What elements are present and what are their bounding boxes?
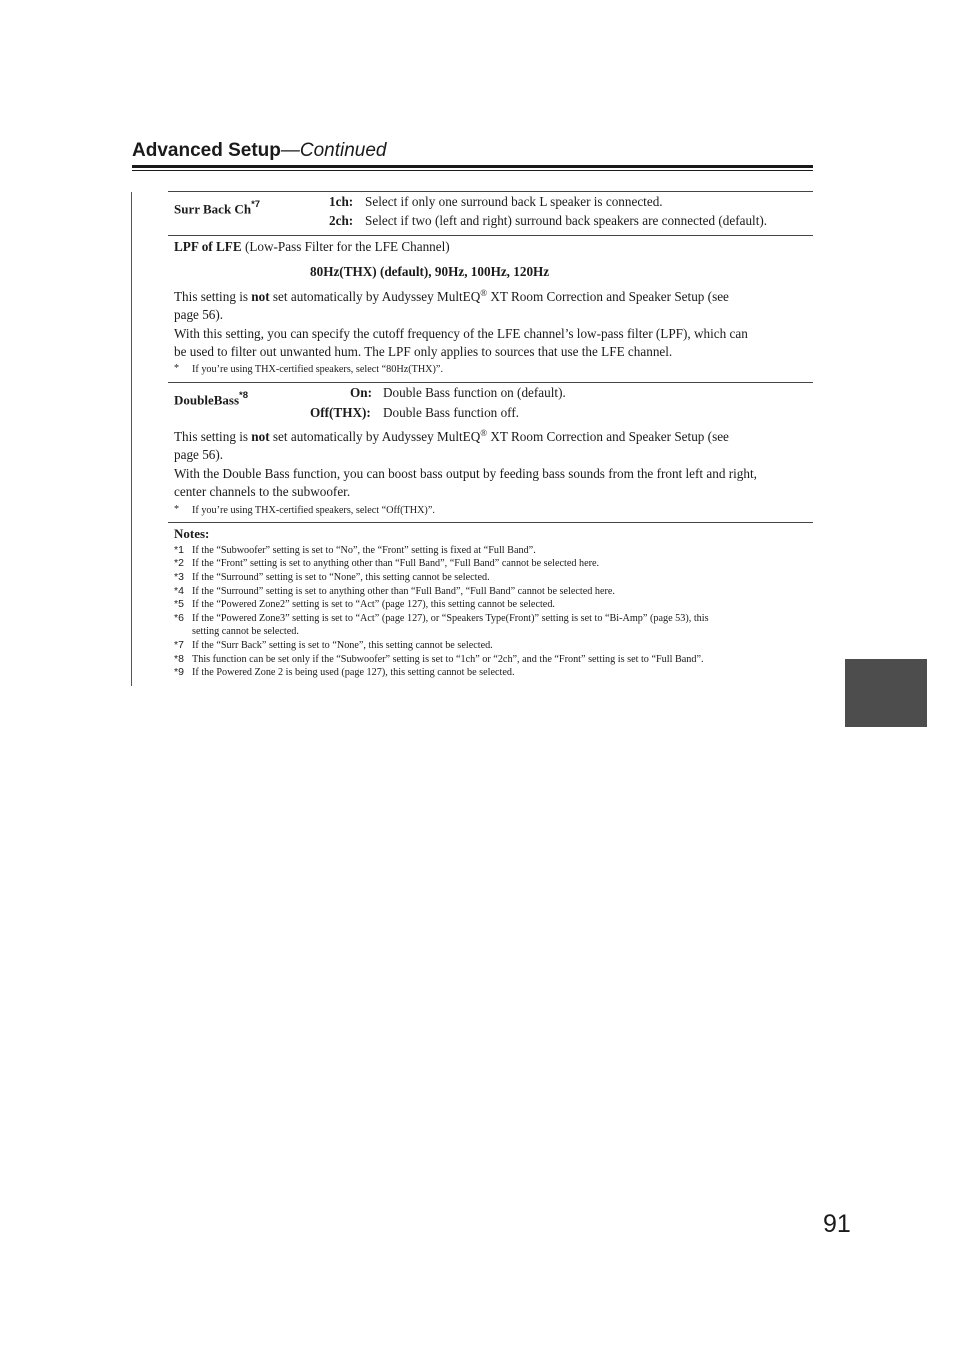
note-marker: *9 (174, 666, 184, 678)
section-divider (168, 382, 813, 383)
registered-mark: ® (480, 288, 488, 298)
registered-mark: ® (480, 428, 488, 438)
lpf-label-desc: (Low-Pass Filter for the LFE Channel) (244, 239, 450, 254)
double-bass-paragraph-2: With the Double Bass function, you can boost bass output by feeding bass sounds from the front left and right, (174, 466, 757, 481)
section-divider (168, 522, 813, 523)
page-number: 91 (823, 1210, 851, 1238)
double-bass-ref: *8 (239, 390, 249, 401)
double-bass-off-key: Off(THX): (310, 405, 371, 420)
header-rule-thick (132, 165, 813, 168)
header-rule-thin (132, 170, 813, 171)
section-divider (168, 191, 813, 192)
lpf-label: LPF of LFE (174, 239, 242, 254)
surr-back-ref: *7 (251, 199, 261, 210)
double-bass-paragraph-1-cont: page 56). (174, 447, 224, 462)
lpf-paragraph-2: With this setting, you can specify the cutoff frequency of the LFE channel’s low-pass filter (LPF), which can (174, 326, 748, 341)
content-left-bar (131, 192, 132, 686)
double-bass-note-mark: * (174, 504, 180, 515)
lpf-paragraph-1: This setting is not set automatically by Audyssey MultEQ® XT Room Correction and Speaker Setup (see (174, 288, 729, 304)
chapter-side-tab (845, 659, 927, 727)
note-marker: *6 (174, 612, 184, 624)
note-text: This function can be set only if the “Subwoofer” setting is set to “1ch” or “2ch”, and the “Front” setting is set to “Full Band”. (192, 654, 704, 665)
surr-back-2ch-text: Select if two (left and right) surround back speakers are connected (default). (365, 213, 768, 228)
note-marker: *3 (174, 571, 184, 583)
double-bass-off-text: Double Bass function off. (383, 405, 520, 420)
lpf-paragraph-2-cont: be used to filter out unwanted hum. The LPF only applies to sources that use the LFE channel. (174, 344, 673, 359)
surr-back-label: Surr Back Ch$^{*7}$ (174, 199, 261, 217)
double-bass-label: DoubleBass$^{*8}$ (174, 390, 249, 408)
note-text: If the “Powered Zone2” setting is set to “Act” (page 127), this setting cannot be selected. (192, 599, 555, 610)
section-divider (168, 235, 813, 236)
note-marker: *8 (174, 653, 184, 665)
note-text: If the “Surround” setting is set to anything other than “Full Band”, “Full Band” cannot be selected here. (192, 586, 615, 597)
note-text-cont: setting cannot be selected. (192, 626, 299, 637)
note-marker: *5 (174, 598, 184, 610)
double-bass-on-key: On: (350, 385, 372, 400)
double-bass-paragraph-1: This setting is not set automatically by Audyssey MultEQ® XT Room Correction and Speaker Setup (see (174, 428, 729, 444)
surr-back-1ch-text: Select if only one surround back L speaker is connected. (365, 194, 663, 209)
lpf-note: If you’re using THX-certified speakers, select “80Hz(THX)”. (192, 364, 444, 375)
note-marker: *1 (174, 544, 184, 556)
double-bass-note: If you’re using THX-certified speakers, select “Off(THX)”. (192, 505, 435, 516)
page-header-title (132, 139, 387, 163)
note-marker: *7 (174, 639, 184, 651)
double-bass-paragraph-2-cont: center channels to the subwoofer. (174, 484, 351, 499)
lpf-values: 80Hz(THX) (default), 90Hz, 100Hz, 120Hz (310, 264, 550, 279)
header-title-continued: —Continued (280, 140, 387, 161)
note-marker: *2 (174, 557, 184, 569)
note-text: If the “Surround” setting is set to “None”, this setting cannot be selected. (192, 572, 490, 583)
lpf-paragraph-1-cont: page 56). (174, 307, 224, 322)
note-text: If the “Front” setting is set to anything other than “Full Band”, “Full Band” cannot be selected here. (192, 558, 600, 569)
surr-back-2ch-key: 2ch: (329, 213, 354, 228)
note-text: If the Powered Zone 2 is being used (page 127), this setting cannot be selected. (192, 667, 515, 678)
notes-heading: Notes: (174, 526, 210, 541)
note-text: If the “Powered Zone3” setting is set to “Act” (page 127), or “Speakers Type(Front)” setting is set to “Bi-Amp” (page 53), this (192, 613, 709, 624)
lpf-note-mark: * (174, 363, 180, 374)
note-text: If the “Subwoofer” setting is set to “No”, the “Front” setting is fixed at “Full Band”. (192, 545, 536, 556)
header-title-bold: Advanced Setup (132, 140, 281, 161)
note-marker: *4 (174, 585, 184, 597)
lpf-heading (174, 238, 450, 256)
surr-back-1ch-key: 1ch: (329, 194, 354, 209)
note-text: If the “Surr Back” setting is set to “None”, this setting cannot be selected. (192, 640, 493, 651)
double-bass-on-text: Double Bass function on (default). (383, 385, 566, 400)
